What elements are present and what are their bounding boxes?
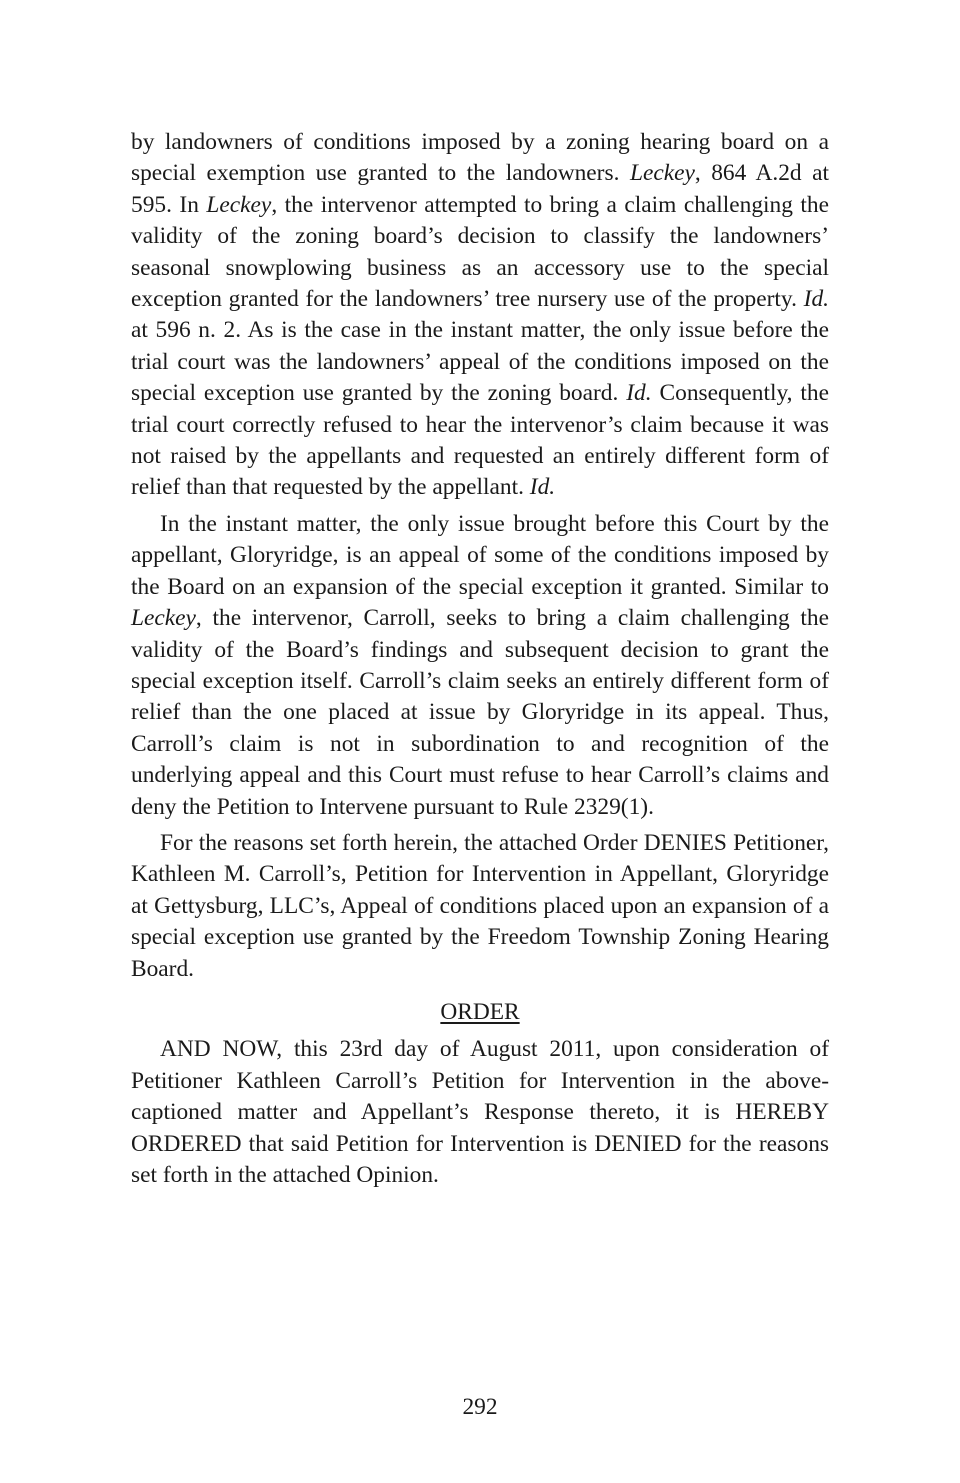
order-paragraph — [131, 1034, 829, 1191]
case-citation: Leckey — [629, 160, 695, 187]
text-run: Consequently, the trial court correctly refused to hear the intervenor’s claim because it was not raised by the appellants and requested an entirely different form of relief than that requested by the appellant. — [131, 380, 829, 501]
case-citation: Id. — [529, 474, 556, 501]
order-heading: ORDER — [440, 998, 520, 1025]
text-run: , the intervenor, Carroll, seeks to bring a claim challenging the validity of the Board’s findings and subsequent decision to grant the special exception itself. Carroll’s claim seeks an entirely different form of relief than the one placed at issue by Gloryridge in its appeal. Thus, Carroll’s claim is not in subordination to and recognition of the underlying appeal and this Court must refuse to hear Carroll’s claims and deny the Petition to Intervene pursuant to Rule 2329(1). — [131, 605, 829, 820]
case-citation: Leckey — [206, 191, 272, 218]
body-paragraph — [131, 828, 829, 985]
text-run: by landowners of conditions imposed by a zoning hearing board on a special exemption use granted to the landowners. — [131, 129, 829, 187]
page-number: 292 — [462, 1394, 498, 1420]
body-paragraph — [131, 127, 829, 504]
case-citation: Id. — [626, 380, 652, 407]
text-run: For the reasons set forth herein, the attached Order DENIES Petitioner, Kathleen M. Carroll’s, Petition for Intervention in Appellant, Gloryridge at Gettysburg, LLC’s, Appeal of conditions placed upon an expansion of a special exception use granted by the Freedom Township Zoning Hearing Board. — [131, 829, 829, 982]
opinion-text — [131, 127, 829, 985]
case-citation: Leckey — [131, 605, 196, 632]
text-run: , the intervenor attempted to bring a claim challenging the validity of the zoning board’s decision to classify the landowners’ seasonal snowplowing business as an accessory use to the special exception granted for the landowners’ tree nursery use of the property. — [131, 191, 829, 313]
text-run: In the instant matter, the only issue brought before this Court by the appellant, Gloryridge, is an appeal of some of the conditions imposed by the Board on an expansion of the special exception it granted. Similar to — [131, 510, 829, 600]
body-paragraph — [131, 509, 829, 823]
document-body — [131, 127, 829, 1191]
text-run: at 596 n. 2. As is the case in the instant matter, the only issue before the trial court was the landowners’ appeal of the conditions imposed on the special exception use granted by the zoning board. — [131, 317, 829, 407]
case-citation: Id. — [803, 286, 829, 313]
text-run: AND NOW, this 23rd day of August 2011, upon consideration of Petitioner Kathleen Carroll’s Petition for Intervention in the above-captioned matter and Appellant’s Response thereto, it is HEREBY ORDERED that said Petition for Intervention is DENIED for the reasons set forth in the attached Opinion. — [131, 1036, 829, 1188]
text-run: , 864 A.2d at 595. In — [131, 160, 830, 218]
